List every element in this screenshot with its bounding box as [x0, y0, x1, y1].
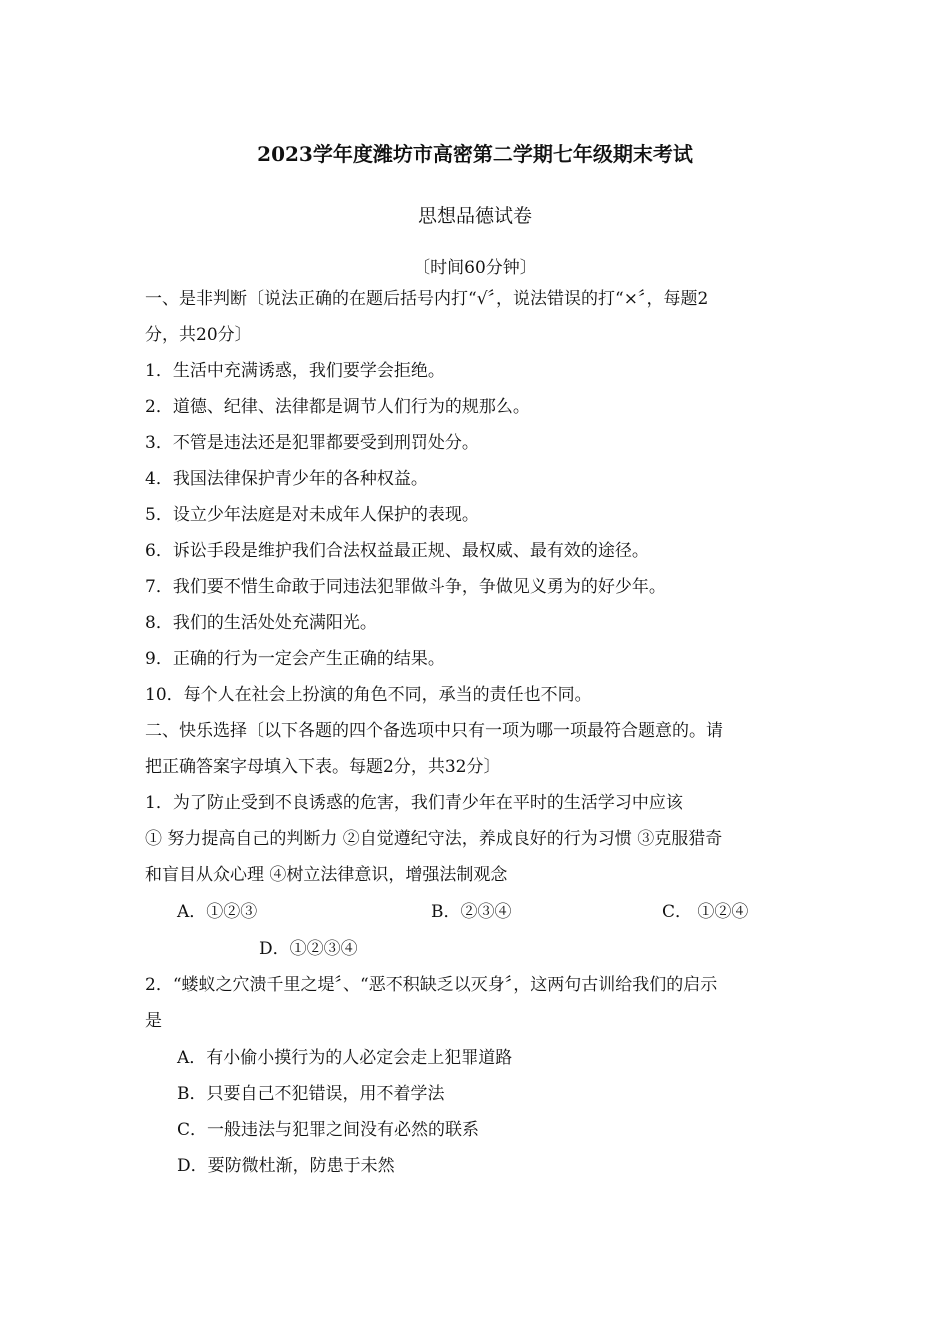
question-2-option-b: B．只要自己不犯错误，用不着学法: [177, 1084, 445, 1104]
section2-heading-cont: 把正确答案字母填入下表。每题2分，共32分〕: [145, 757, 501, 777]
question-1-detail-cont: 和盲目从众心理 ④树立法律意识，增强法制观念: [145, 865, 508, 885]
judgment-item: 4．我国法律保护青少年的各种权益。: [145, 469, 428, 489]
section2-heading: 二、快乐选择〔以下各题的四个备选项中只有一项为哪一项最符合题意的。请: [145, 721, 723, 741]
judgment-item: 7．我们要不惜生命敢于同违法犯罪做斗争，争做见义勇为的好少年。: [145, 577, 666, 597]
judgment-item: 10．每个人在社会上扮演的角色不同，承当的责任也不同。: [145, 685, 592, 705]
question-2-stem-cont: 是: [145, 1011, 162, 1031]
question-2-option-d: D．要防微杜渐，防患于未然: [177, 1156, 395, 1176]
question-1-option-a: A．①②③: [177, 902, 258, 922]
judgment-item: 6．诉讼手段是维护我们合法权益最正规、最权威、最有效的途径。: [145, 541, 649, 561]
exam-title: 2023学年度潍坊市高密第二学期七年级期末考试: [257, 142, 693, 166]
question-2-stem: 2．“蝼蚁之穴溃千里之堤〞、“恶不积缺乏以灭身〞，这两句古训给我们的启示: [145, 975, 718, 995]
judgment-item: 5．设立少年法庭是对未成年人保护的表现。: [145, 505, 479, 525]
judgment-item: 1．生活中充满诱惑，我们要学会拒绝。: [145, 361, 445, 381]
judgment-item: 2．道德、纪律、法律都是调节人们行为的规那么。: [145, 397, 530, 417]
question-2-option-c: C．一般违法与犯罪之间没有必然的联系: [177, 1120, 480, 1140]
question-1-stem: 1．为了防止受到不良诱惑的危害，我们青少年在平时的生活学习中应该: [145, 793, 683, 813]
exam-subtitle: 思想品德试卷: [417, 205, 532, 227]
question-2-option-a: A．有小偷小摸行为的人必定会走上犯罪道路: [177, 1048, 513, 1068]
exam-time-limit: 〔时间60分钟〕: [413, 258, 537, 278]
judgment-item: 9．正确的行为一定会产生正确的结果。: [145, 649, 445, 669]
judgment-item: 3．不管是违法还是犯罪都要受到刑罚处分。: [145, 433, 479, 453]
section1-heading-cont: 分，共20分〕: [145, 325, 252, 345]
section1-heading: 一、是非判断〔说法正确的在题后括号内打“√〞，说法错误的打“×〞，每题2: [145, 289, 709, 309]
question-1-option-c: C． ①②④: [662, 902, 749, 922]
question-1-detail: ① 努力提高自己的判断力 ②自觉遵纪守法，养成良好的行为习惯 ③克服猎奇: [145, 829, 723, 849]
question-1-option-b: B．②③④: [431, 902, 512, 922]
question-1-option-d: D．①②③④: [259, 939, 358, 959]
judgment-item: 8．我们的生活处处充满阳光。: [145, 613, 377, 633]
